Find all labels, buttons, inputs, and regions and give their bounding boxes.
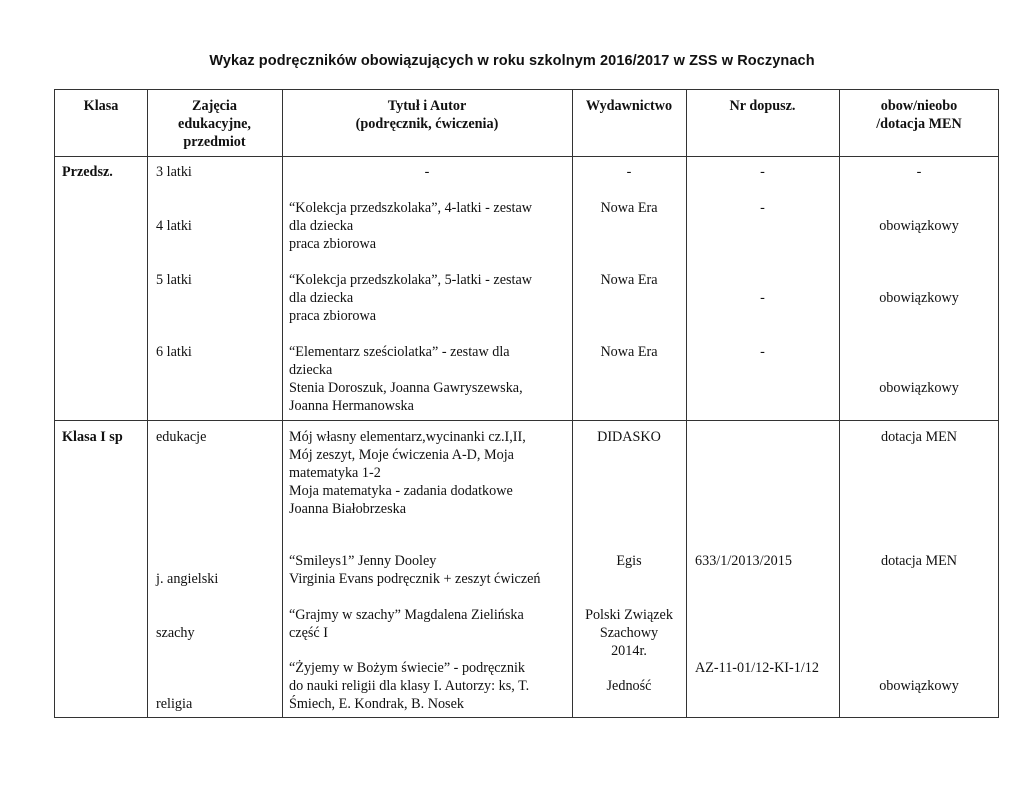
column-divider — [839, 89, 840, 718]
zajecia-3-latki: 3 latki — [156, 164, 192, 180]
wydawnictwo-j-angielski: Egis — [616, 553, 642, 569]
nr-3-latki: - — [760, 164, 765, 180]
nr-4-latki: - — [760, 200, 765, 216]
document-title: Wykaz podręczników obowiązujących w roku szkolnym 2016/2017 w ZSS w Roczynach — [209, 53, 815, 69]
nr-religia: AZ-11-01/12-KI-1/12 — [695, 660, 819, 676]
tytul-szachy: “Grajmy w szachy” Magdalena Zielińska część I — [289, 607, 524, 641]
wydawnictwo-3-latki: - — [626, 164, 632, 180]
wydawnictwo-5-latki: Nowa Era — [600, 272, 658, 288]
obow-3-latki: - — [916, 164, 922, 180]
obow-4-latki: obowiązkowy — [879, 218, 959, 234]
zajecia-5-latki: 5 latki — [156, 272, 192, 288]
header-wydawnictwo: Wydawnictwo — [585, 98, 673, 114]
column-divider — [282, 89, 283, 718]
klasa-przedsz: Przedsz. — [62, 164, 113, 180]
obow-5-latki: obowiązkowy — [879, 290, 959, 306]
header-tytul: Tytuł i Autor (podręcznik, ćwiczenia) — [355, 98, 499, 132]
obow-edukacje: dotacja MEN — [880, 429, 958, 445]
wydawnictwo-6-latki: Nowa Era — [600, 344, 658, 360]
column-divider — [686, 89, 687, 718]
zajecia-4-latki: 4 latki — [156, 218, 192, 234]
nr-j-angielski: 633/1/2013/2015 — [695, 553, 792, 569]
obow-j-angielski: dotacja MEN — [880, 553, 958, 569]
nr-5-latki: - — [760, 290, 765, 306]
zajecia-szachy: szachy — [156, 625, 195, 641]
header-klasa: Klasa — [83, 98, 119, 114]
column-divider — [147, 89, 148, 718]
obow-6-latki: obowiązkowy — [879, 380, 959, 396]
tytul-5-latki: “Kolekcja przedszkolaka”, 5-latki - zestaw dla dziecka praca zbiorowa — [289, 272, 533, 324]
wydawnictwo-4-latki: Nowa Era — [600, 200, 658, 216]
tytul-6-latki: “Elementarz sześciolatka” - zestaw dla dziecka Stenia Doroszuk, Joanna Gawryszewska, Joanna Hermanowska — [289, 344, 523, 414]
header-zajecia: Zajęcia edukacyjne, przedmiot — [178, 98, 251, 150]
wydawnictwo-edukacje: DIDASKO — [597, 429, 661, 445]
section-divider — [54, 420, 999, 421]
nr-6-latki: - — [760, 344, 765, 360]
zajecia-6-latki: 6 latki — [156, 344, 192, 360]
klasa-1-sp: Klasa I sp — [62, 429, 123, 445]
obow-religia: obowiązkowy — [879, 678, 959, 694]
wydawnictwo-szachy: Polski Związek Szachowy 2014r. — [585, 607, 673, 659]
tytul-3-latki: - — [424, 164, 430, 180]
header-nr: Nr dopusz. — [729, 98, 796, 114]
header-divider — [54, 156, 999, 157]
zajecia-religia: religia — [156, 696, 193, 712]
tytul-religia: “Żyjemy w Bożym świecie” - podręcznik do nauki religii dla klasy I. Autorzy: ks, T. Śmiech, E. Kondrak, B. Nosek — [289, 660, 530, 712]
wydawnictwo-religia: Jedność — [606, 678, 652, 694]
table-frame — [54, 89, 999, 718]
tytul-4-latki: “Kolekcja przedszkolaka”, 4-latki - zestaw dla dziecka praca zbiorowa — [289, 200, 533, 252]
zajecia-edukacje: edukacje — [156, 429, 207, 445]
tytul-j-angielski: “Smileys1” Jenny Dooley Virginia Evans podręcznik + zeszyt ćwiczeń — [289, 553, 541, 587]
zajecia-j-angielski: j. angielski — [156, 571, 219, 587]
header-obow: obow/nieobo /dotacja MEN — [876, 98, 962, 132]
tytul-edukacje: Mój własny elementarz,wycinanki cz.I,II, Mój zeszyt, Moje ćwiczenia A-D, Moja matematyka 1-2 Moja matematyka - zadania dodatkowe Joanna Białobrzeska — [289, 429, 526, 517]
